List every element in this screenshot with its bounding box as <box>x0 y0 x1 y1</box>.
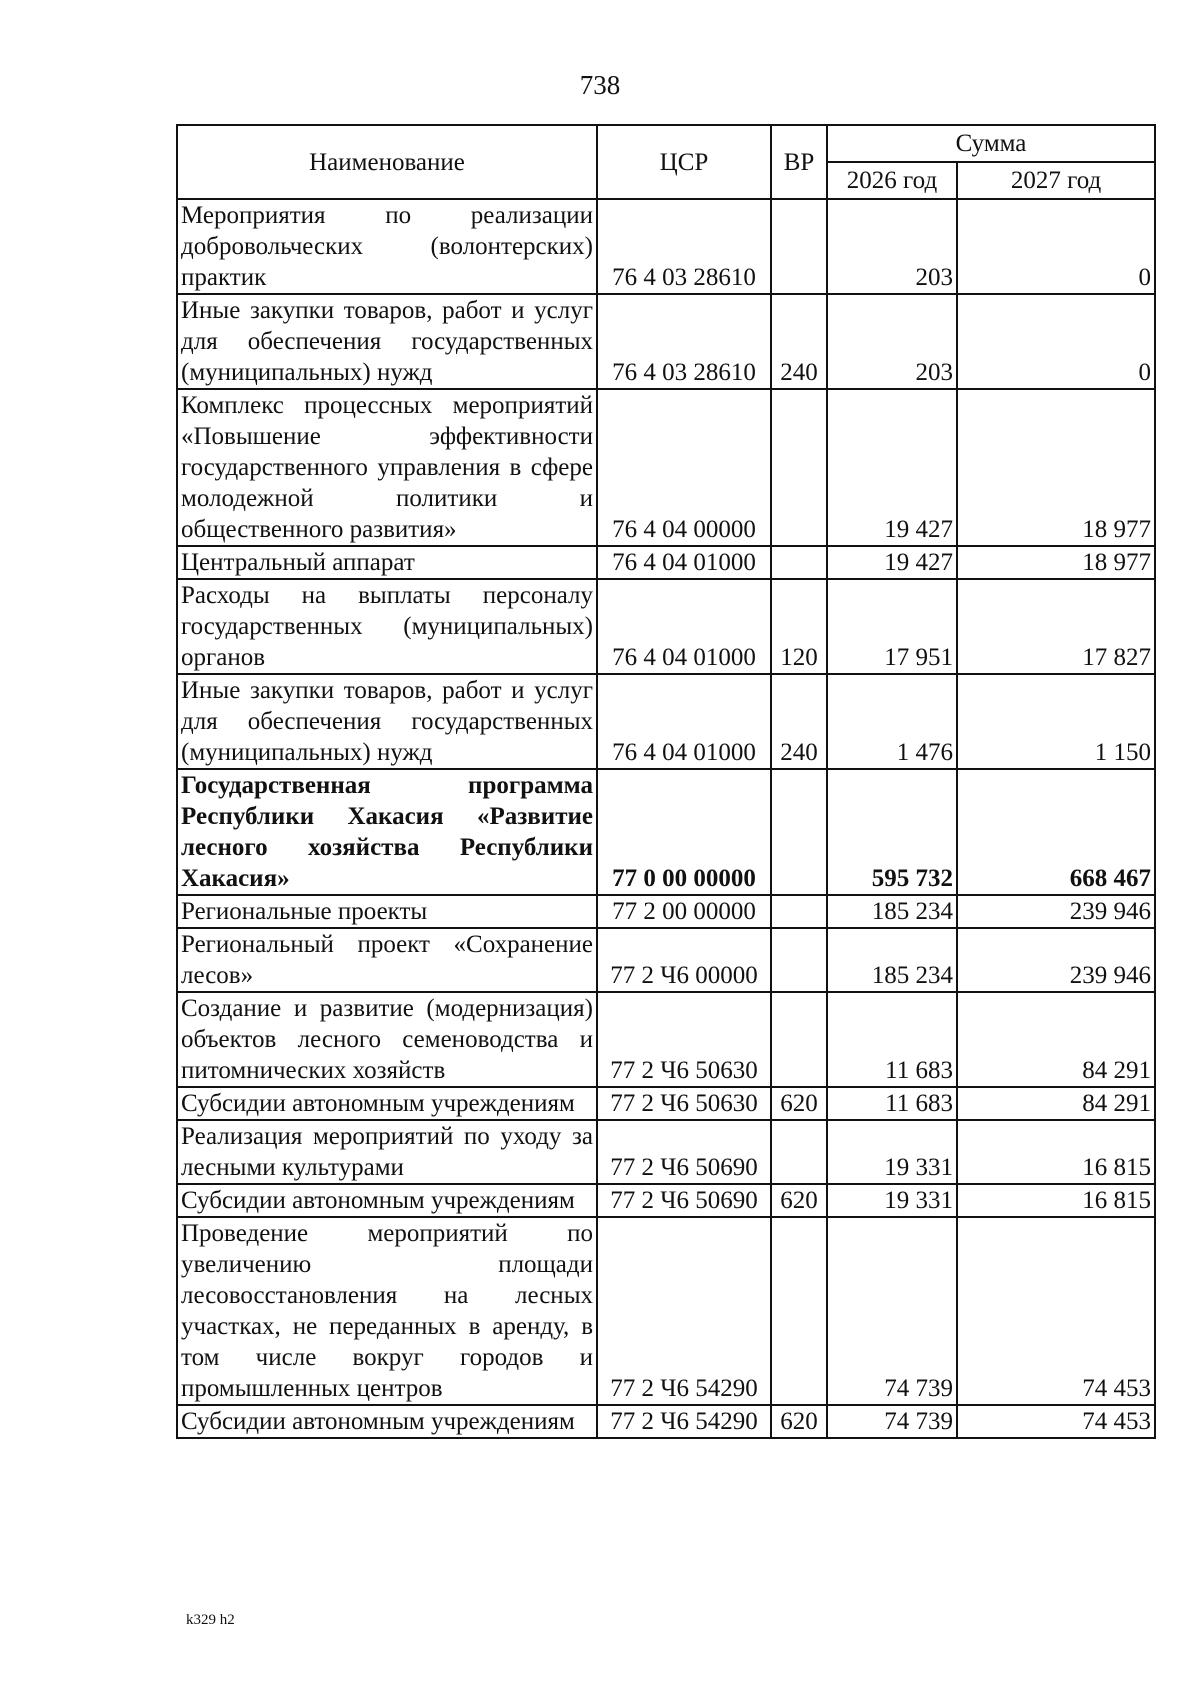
row-vr: 240 <box>771 674 827 769</box>
row-amount-2026: 185 234 <box>827 928 957 992</box>
row-csr: 77 2 Ч6 50630 <box>597 1087 771 1120</box>
row-vr: 620 <box>771 1087 827 1120</box>
row-vr: 620 <box>771 1405 827 1438</box>
row-vr <box>771 199 827 294</box>
row-vr <box>771 1217 827 1405</box>
row-vr: 240 <box>771 294 827 389</box>
row-amount-2027: 74 453 <box>957 1405 1155 1438</box>
header-vr: ВР <box>771 125 827 199</box>
row-amount-2026: 17 951 <box>827 579 957 674</box>
row-amount-2027: 239 946 <box>957 928 1155 992</box>
row-name: Субсидии автономным учреждениям <box>177 1184 597 1217</box>
row-csr: 76 4 04 01000 <box>597 546 771 579</box>
table-row <box>177 1184 1155 1217</box>
table-row <box>177 928 1155 992</box>
row-csr: 76 4 04 01000 <box>597 579 771 674</box>
row-vr: 120 <box>771 579 827 674</box>
row-csr: 77 2 Ч6 00000 <box>597 928 771 992</box>
header-name: Наименование <box>177 125 597 199</box>
row-amount-2027: 18 977 <box>957 389 1155 546</box>
row-amount-2027: 84 291 <box>957 1087 1155 1120</box>
row-amount-2026: 19 427 <box>827 389 957 546</box>
row-csr: 76 4 04 01000 <box>597 674 771 769</box>
row-name: Создание и развитие (модернизация) объектов лесного семеноводства и питомнических хозяйств <box>177 992 597 1087</box>
row-amount-2026: 19 331 <box>827 1184 957 1217</box>
row-csr: 76 4 03 28610 <box>597 294 771 389</box>
table-row <box>177 579 1155 674</box>
row-name: Субсидии автономным учреждениям <box>177 1087 597 1120</box>
table-row <box>177 1405 1155 1438</box>
row-vr <box>771 928 827 992</box>
row-csr: 76 4 03 28610 <box>597 199 771 294</box>
header-csr: ЦСР <box>597 125 771 199</box>
page-number: 738 <box>579 70 621 100</box>
row-amount-2026: 11 683 <box>827 992 957 1087</box>
row-amount-2026: 11 683 <box>827 1087 957 1120</box>
row-amount-2026: 1 476 <box>827 674 957 769</box>
table-row <box>177 389 1155 546</box>
row-amount-2026: 19 427 <box>827 546 957 579</box>
row-name: Региональный проект «Сохранение лесов» <box>177 928 597 992</box>
row-amount-2027: 239 946 <box>957 895 1155 928</box>
footer-code: k329 h2 <box>186 1612 235 1628</box>
row-name: Проведение мероприятий по увеличению площади лесовосстановления на лесных участках, не переданных в аренду, в том числе вокруг городов и промышленных центров <box>177 1217 597 1405</box>
header-year-2026: 2026 год <box>827 162 957 199</box>
row-amount-2026: 74 739 <box>827 1217 957 1405</box>
row-csr: 76 4 04 00000 <box>597 389 771 546</box>
row-name: Субсидии автономным учреждениям <box>177 1405 597 1438</box>
table-row <box>177 769 1155 895</box>
row-csr: 77 2 Ч6 50690 <box>597 1120 771 1184</box>
row-name: Центральный аппарат <box>177 546 597 579</box>
row-vr <box>771 1120 827 1184</box>
row-amount-2027: 16 815 <box>957 1120 1155 1184</box>
row-vr <box>771 895 827 928</box>
row-name: Мероприятия по реализации добровольческих (волонтерских) практик <box>177 199 597 294</box>
row-amount-2026: 203 <box>827 199 957 294</box>
row-amount-2027: 74 453 <box>957 1217 1155 1405</box>
row-amount-2027: 0 <box>957 294 1155 389</box>
table-row <box>177 674 1155 769</box>
header-sum: Сумма <box>827 125 1155 162</box>
table-row <box>177 294 1155 389</box>
table-header <box>177 125 1155 199</box>
row-amount-2027: 668 467 <box>957 769 1155 895</box>
row-amount-2026: 19 331 <box>827 1120 957 1184</box>
row-amount-2026: 74 739 <box>827 1405 957 1438</box>
row-vr <box>771 769 827 895</box>
row-amount-2026: 595 732 <box>827 769 957 895</box>
row-name: Региональные проекты <box>177 895 597 928</box>
row-name: Реализация мероприятий по уходу за лесными культурами <box>177 1120 597 1184</box>
row-amount-2027: 84 291 <box>957 992 1155 1087</box>
table-row <box>177 1087 1155 1120</box>
row-amount-2027: 17 827 <box>957 579 1155 674</box>
row-name: Иные закупки товаров, работ и услуг для обеспечения государственных (муниципальных) нужд <box>177 674 597 769</box>
budget-table <box>176 124 1156 1439</box>
table-row <box>177 546 1155 579</box>
header-year-2027: 2027 год <box>957 162 1155 199</box>
row-name: Расходы на выплаты персоналу государственных (муниципальных) органов <box>177 579 597 674</box>
row-name: Комплекс процессных мероприятий «Повышение эффективности государственного управления в сфере молодежной политики и общественного развития» <box>177 389 597 546</box>
table-row <box>177 1217 1155 1405</box>
row-vr: 620 <box>771 1184 827 1217</box>
table-row <box>177 1120 1155 1184</box>
row-csr: 77 2 Ч6 54290 <box>597 1217 771 1405</box>
row-csr: 77 2 Ч6 50630 <box>597 992 771 1087</box>
row-name: Государственная программа Республики Хакасия «Развитие лесного хозяйства Республики Хакасия» <box>177 769 597 895</box>
table-body <box>177 199 1155 1438</box>
row-vr <box>771 546 827 579</box>
row-csr: 77 2 Ч6 54290 <box>597 1405 771 1438</box>
row-vr <box>771 992 827 1087</box>
row-amount-2026: 185 234 <box>827 895 957 928</box>
row-name: Иные закупки товаров, работ и услуг для обеспечения государственных (муниципальных) нужд <box>177 294 597 389</box>
row-amount-2027: 1 150 <box>957 674 1155 769</box>
row-csr: 77 2 Ч6 50690 <box>597 1184 771 1217</box>
row-amount-2026: 203 <box>827 294 957 389</box>
row-csr: 77 0 00 00000 <box>597 769 771 895</box>
table-row <box>177 992 1155 1087</box>
row-vr <box>771 389 827 546</box>
row-amount-2027: 16 815 <box>957 1184 1155 1217</box>
row-amount-2027: 0 <box>957 199 1155 294</box>
row-csr: 77 2 00 00000 <box>597 895 771 928</box>
row-amount-2027: 18 977 <box>957 546 1155 579</box>
table-row <box>177 199 1155 294</box>
table-row <box>177 895 1155 928</box>
